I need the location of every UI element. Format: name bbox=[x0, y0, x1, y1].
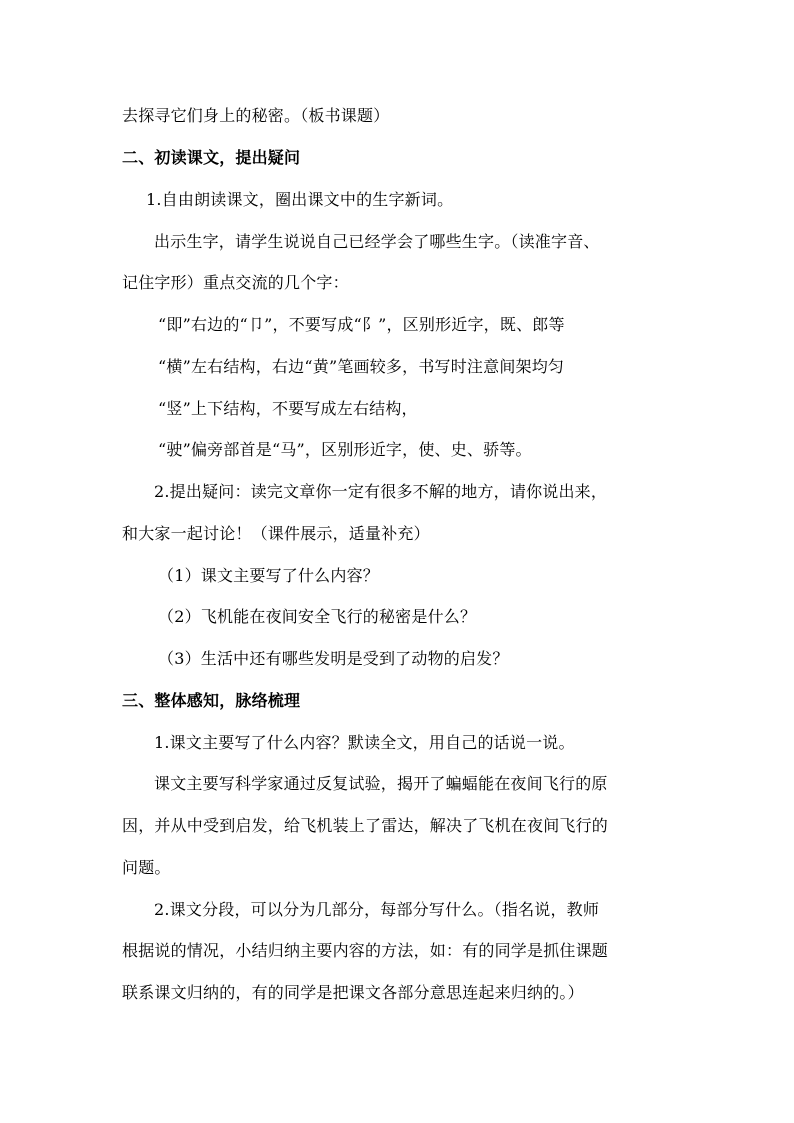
body-text-line: 问题。 bbox=[122, 858, 171, 877]
question-item-3: （3）生活中还有哪些发明是受到了动物的启发？ bbox=[158, 649, 509, 668]
body-text-line: 记住字形）重点交流的几个字： bbox=[122, 273, 349, 292]
body-text-line: 课文主要写科学家通过反复试验，揭开了蝙蝠能在夜间飞行的原 bbox=[154, 774, 608, 793]
char-note-heng: “横”左右结构，右边“黄”笔画较多，书写时注意间架均匀 bbox=[158, 357, 565, 376]
body-text-line: 因，并从中受到启发，给飞机装上了雷达，解决了飞机在夜间飞行的 bbox=[122, 816, 609, 835]
body-text-line: 1.自由朗读课文，圈出课文中的生字新词。 bbox=[146, 190, 454, 209]
section-heading-3: 三、整体感知，脉络梳理 bbox=[122, 691, 301, 710]
body-text-line: 和大家一起讨论！（课件展示，适量补充） bbox=[122, 524, 430, 543]
question-item-2: （2）飞机能在夜间安全飞行的秘密是什么？ bbox=[158, 607, 477, 626]
char-note-shi: “驶”偏旁部首是“马”，区别形近字，使、史、骄等。 bbox=[158, 440, 532, 459]
body-text-line: 去探寻它们身上的秘密。（板书课题） bbox=[122, 106, 390, 125]
section-heading-2: 二、初读课文，提出疑问 bbox=[122, 148, 301, 167]
question-item-1: （1）课文主要写了什么内容？ bbox=[158, 566, 379, 585]
char-note-shu: “竖”上下结构，不要写成左右结构， bbox=[158, 399, 418, 418]
body-text-line: 联系课文归纳的，有的同学是把课文各部分意思连起来归纳的。） bbox=[122, 983, 584, 1002]
body-text-line: 根据说的情况，小结归纳主要内容的方法，如：有的同学是抓住课题 bbox=[122, 941, 609, 960]
body-text-line: 2.提出疑问：读完文章你一定有很多不解的地方，请你说出来， bbox=[154, 482, 608, 501]
body-text-line: 出示生字，请学生说说自己已经学会了哪些生字。（读准字音、 bbox=[154, 232, 600, 251]
body-text-line: 2.课文分段，可以分为几部分，每部分写什么。（指名说，教师 bbox=[154, 900, 600, 919]
char-note-ji: “即”右边的“卩”，不要写成“阝”，区别形近字，既、郎等 bbox=[158, 315, 565, 334]
body-text-line: 1.课文主要写了什么内容？默读全文，用自己的话说一说。 bbox=[154, 733, 575, 752]
